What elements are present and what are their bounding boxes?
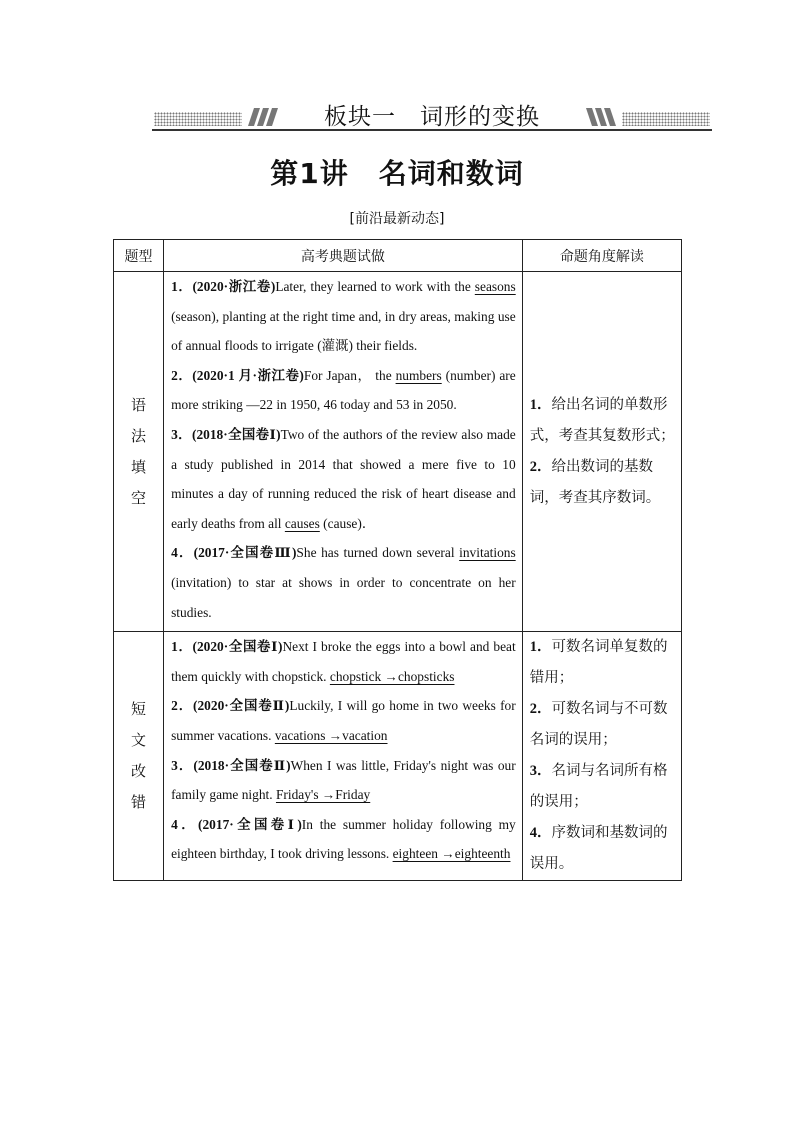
correction: eighteen →eighteenth [392, 846, 511, 862]
answer: numbers [395, 367, 442, 383]
question-item: 1．(2020·全国卷Ⅰ)Next I broke the eggs into a bowl and beat them quickly with chopstick. chopstick →chopsticks [171, 639, 516, 684]
header-question-type: 题型 [114, 240, 164, 272]
correction: vacations →vacation [274, 727, 388, 743]
question-type-cell [114, 272, 164, 632]
questions-cell [164, 272, 523, 632]
type-char: 错 [131, 793, 147, 812]
question-item: 4．(2017·全国卷Ⅰ)In the summer holiday following my eighteen birthday, I took driving lessons. eighteen →eighteenth [171, 816, 516, 862]
type-char: 法 [131, 426, 147, 445]
interpretation-item: 4．序数词和基数词的误用。 [529, 825, 668, 873]
section-banner [152, 100, 712, 132]
correction: Friday's →Friday [275, 787, 371, 803]
interpretation-cell [522, 632, 681, 881]
answer: invitations [459, 545, 516, 561]
interpretation-item: 3．名词与名词所有格的误用； [529, 763, 668, 811]
questions-cell [164, 632, 523, 881]
header-exam-questions: 高考典题试做 [164, 240, 523, 272]
question-item: 3．(2018·全国卷Ⅰ)Two of the authors of the review also made a study published in 2014 that showed a mere five to 10 minutes a day of running reduced the risk of heart disease and early deaths from all causes (cause)． [171, 426, 516, 531]
interpretation-item: 1．可数名词单复数的错用； [529, 639, 668, 687]
table-row [114, 632, 682, 881]
interpretation-cell [522, 272, 681, 632]
lecture-title [0, 152, 794, 192]
lecture-number: 第1讲 [270, 157, 349, 190]
exam-table [113, 239, 682, 881]
question-item: 3．(2018·全国卷Ⅱ)When I was little, Friday's night was our family game night. Friday's →Friday [171, 757, 516, 803]
interpretation-item: 2．可数名词与不可数名词的误用； [529, 701, 668, 749]
question-item: 2．(2020·1 月·浙江卷)For Japan， the numbers (number) are more striking —22 in 1950, 46 today and 53 in 2050. [171, 367, 516, 413]
header-interpretation: 命题角度解读 [522, 240, 681, 272]
type-char: 语 [131, 395, 147, 414]
interpretation-item: 1．给出名词的单数形式，考查其复数形式； [529, 396, 675, 444]
subtitle: [前沿最新动态] [349, 211, 445, 227]
answer: causes [284, 515, 320, 531]
correction: chopstick →chopsticks [329, 668, 455, 684]
question-item: 2．(2020·全国卷Ⅱ)Luckily, I will go home in two weeks for summer vacations. vacations →vacation [171, 698, 516, 743]
lecture-topic: 名词和数词 [378, 157, 524, 190]
banner-dots-right [622, 112, 710, 126]
answer: seasons [474, 279, 516, 294]
question-item: 1．(2020·浙江卷)Later, they learned to work with the seasons (season), planting at the right time and, in dry areas, making use of annual floods to irrigate (灌溉) their fields. [171, 279, 516, 354]
question-type-cell [114, 632, 164, 881]
table-row [114, 272, 682, 632]
type-char: 改 [131, 762, 147, 781]
question-item: 4．(2017·全国卷Ⅲ)She has turned down several invitations (invitation) to star at shows in order to concentrate on her studies. [171, 545, 516, 620]
type-char: 文 [131, 731, 147, 750]
section-banner-title: 板块一 词形的变换 [324, 104, 540, 130]
type-char: 填 [131, 457, 147, 476]
type-char: 短 [131, 700, 147, 719]
table-header-row [114, 240, 682, 272]
interpretation-item: 2．给出数词的基数词，考查其序数词。 [529, 458, 661, 506]
banner-slashes-right-icon [586, 108, 622, 126]
type-char: 空 [131, 488, 147, 507]
